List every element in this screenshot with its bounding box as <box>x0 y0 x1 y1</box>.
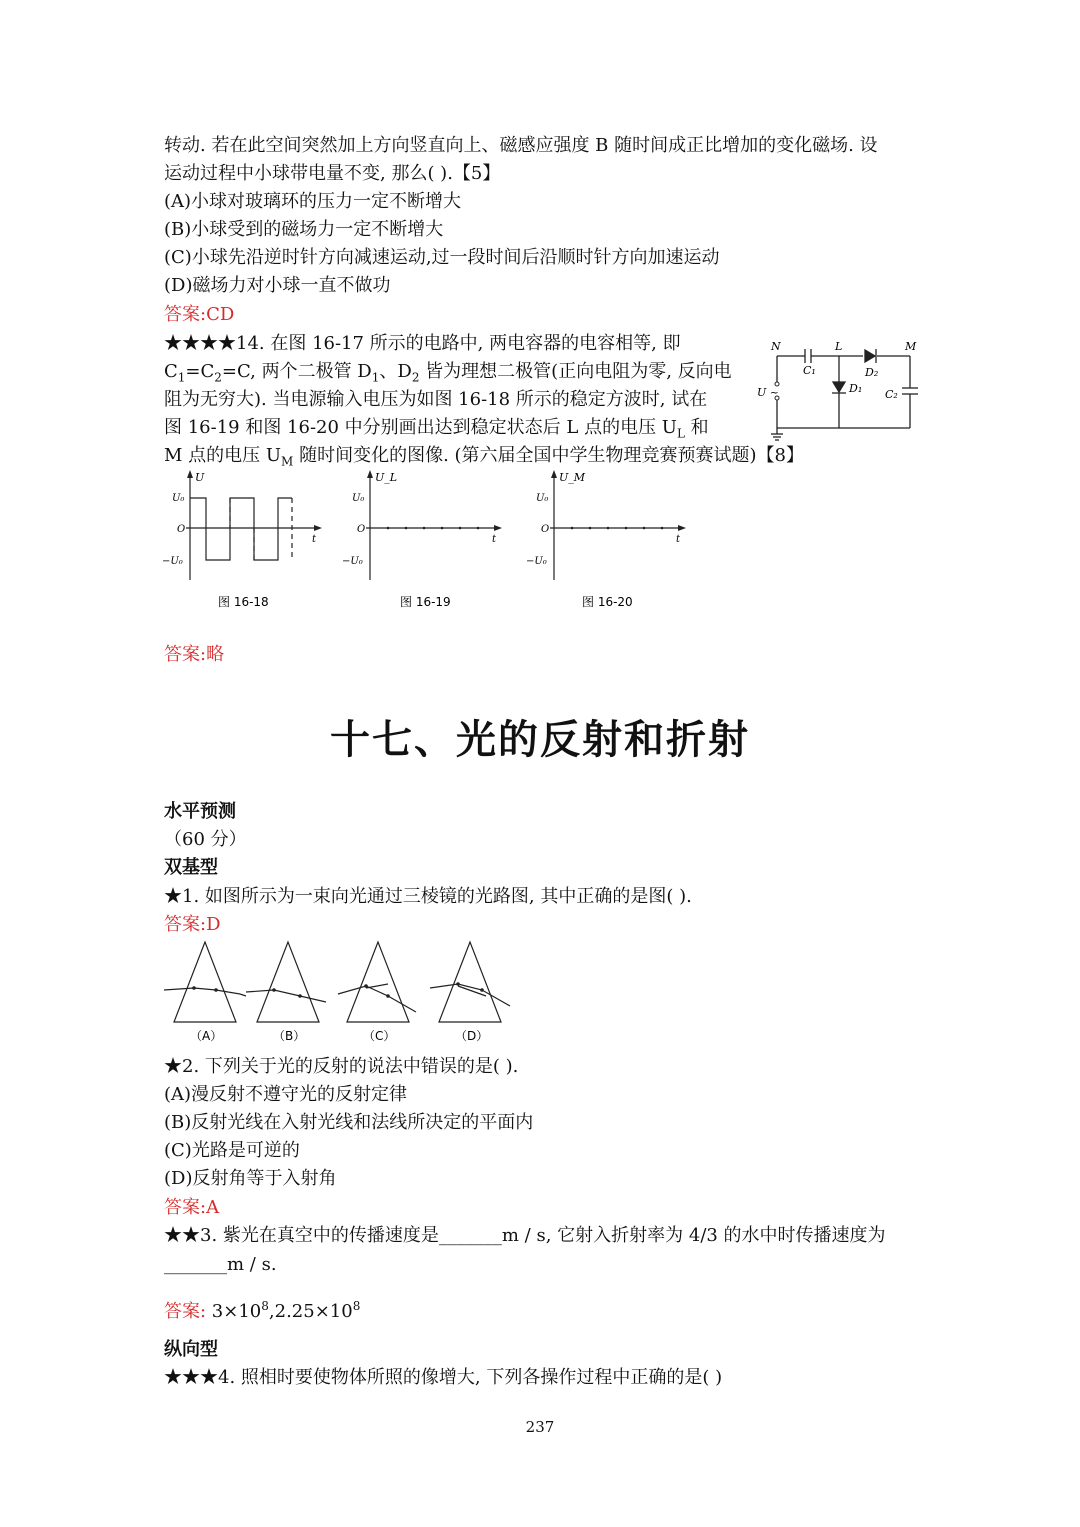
fig-16-19-caption: 图 16-19 <box>400 595 451 609</box>
s2-option-c: (C)光路是可逆的 <box>164 1140 300 1161</box>
fig-16-18-caption: 图 16-18 <box>218 595 269 609</box>
axis-um-label: U_M <box>559 471 586 484</box>
page-number: 237 <box>525 1418 555 1436</box>
s2-option-a: (A)漫反射不遵守光的反射定律 <box>164 1084 408 1105</box>
origin-label: O <box>541 524 550 535</box>
q13-option-b: (B)小球受到的磁场力一定不断增大 <box>164 219 444 240</box>
q14-line1: ★★★★14. 在图 16-17 所示的电路中, 两电容器的电容相等, 即 <box>164 333 681 354</box>
q14-line4: 图 16-19 和图 16-20 中分别画出达到稳定状态后 L 点的电压 $U_L$ 和 <box>164 417 709 441</box>
q13-option-a: (A)小球对玻璃环的压力一定不断增大 <box>164 191 462 212</box>
origin-label: O <box>177 524 186 535</box>
prism-label-b: （B） <box>273 1029 306 1043</box>
prism-label-d: （D） <box>455 1029 489 1043</box>
section-score: （60 分） <box>164 829 247 850</box>
section-type-basic: 双基型 <box>164 857 218 878</box>
chapter-title: 十七、光的反射和折射 <box>330 717 750 763</box>
fig-16-20-caption: 图 16-20 <box>582 595 633 609</box>
prism-label-a: （A） <box>190 1029 223 1043</box>
s3-line1: ★★3. 紫光在真空中的传播速度是_______m / s, 它射入折射率为 4/3 的水中时传播速度为 <box>164 1225 886 1246</box>
d1-label: D₁ <box>849 382 863 395</box>
q13-answer: 答案:CD <box>164 304 235 325</box>
neg-u0-label: −U₀ <box>162 556 183 567</box>
prism-figures <box>160 938 520 1048</box>
prism-label-c: （C） <box>363 1029 396 1043</box>
q13-option-d: (D)磁场力对小球一直不做功 <box>164 275 391 296</box>
s2-answer: 答案:A <box>164 1197 220 1218</box>
q13-line2: 运动过程中小球带电量不变, 那么( ).【5】 <box>164 163 501 184</box>
neg-u0-label: −U₀ <box>526 556 547 567</box>
s1-answer: 答案:D <box>164 914 221 935</box>
d2-label: D₂ <box>865 366 879 379</box>
node-l-label: L <box>835 340 843 353</box>
q14-answer: 答案:略 <box>164 644 225 665</box>
q13-line1: 转动. 若在此空间突然加上方向竖直向上、磁感应强度 B 随时间成正比增加的变化磁场. 设 <box>164 135 878 156</box>
node-m-label: M <box>905 340 917 353</box>
s2-option-d: (D)反射角等于入射角 <box>164 1168 337 1189</box>
q14-line5: M 点的电压 $U_M$ 随时间变化的图像. (第六届全国中学生物理竞赛预赛试题)【8】 <box>164 445 805 469</box>
graph-16-18 <box>160 470 325 615</box>
t-label: t <box>312 534 317 545</box>
axis-u-label: U <box>195 471 205 484</box>
s2-question: ★2. 下列关于光的反射的说法中错误的是( ). <box>164 1056 519 1077</box>
s3-answer: 答案: $3\times 10^8,2.25\times 10^8$ <box>164 1299 361 1322</box>
graph-16-20 <box>524 470 689 615</box>
node-n-label: N <box>771 340 781 353</box>
axis-ul-label: U_L <box>375 471 398 484</box>
s3-line2: _______m / s. <box>164 1254 277 1275</box>
c2-label: C₂ <box>885 388 898 401</box>
source-label: U ~ <box>757 386 779 399</box>
t-label: t <box>676 534 681 545</box>
u0-label: U₀ <box>352 493 365 504</box>
t-label: t <box>492 534 497 545</box>
graph-16-19 <box>340 470 505 615</box>
q14-line2: $C_1=C_2=C$, 两个二极管 $D_1$、$D_2$ 皆为理想二极管(正向电阻为零, 反向电 <box>164 361 732 385</box>
origin-label: O <box>357 524 366 535</box>
u0-label: U₀ <box>172 493 185 504</box>
q14-line3: 阻为无穷大). 当电源输入电压为如图 16-18 所示的稳定方波时, 试在 <box>164 389 708 410</box>
section-heading: 水平预测 <box>164 801 236 822</box>
c1-label: C₁ <box>803 364 816 377</box>
s1-question: ★1. 如图所示为一束向光通过三棱镜的光路图, 其中正确的是图( ). <box>164 886 692 907</box>
s2-option-b: (B)反射光线在入射光线和法线所决定的平面内 <box>164 1112 534 1133</box>
circuit-diagram <box>755 338 925 443</box>
s4-question: ★★★4. 照相时要使物体所照的像增大, 下列各操作过程中正确的是( ) <box>164 1367 723 1388</box>
neg-u0-label: −U₀ <box>342 556 363 567</box>
u0-label: U₀ <box>536 493 549 504</box>
q13-option-c: (C)小球先沿逆时针方向减速运动,过一段时间后沿顺时针方向加速运动 <box>164 247 720 268</box>
section-type-longitudinal: 纵向型 <box>164 1339 218 1360</box>
